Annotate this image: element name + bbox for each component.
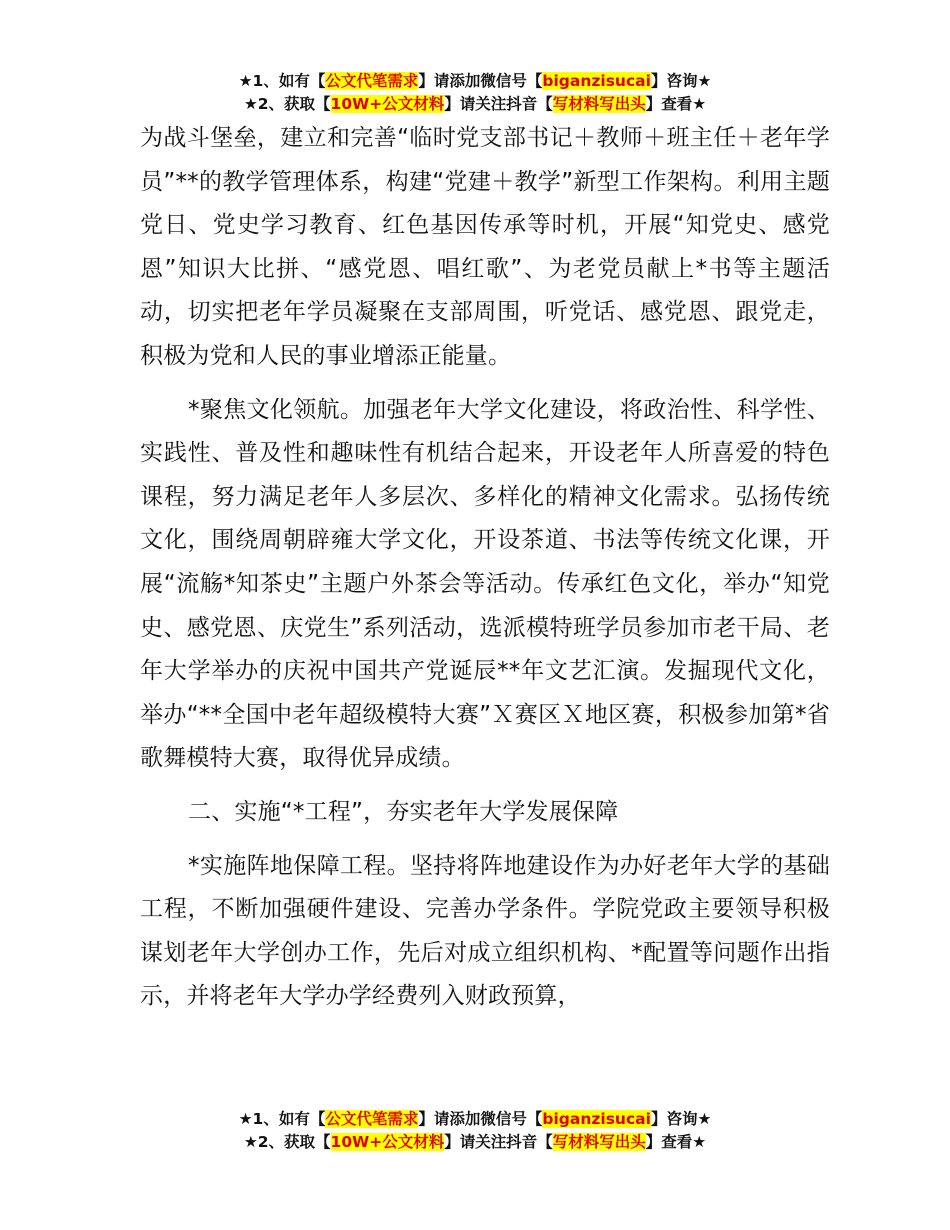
banner-text: 】查看★ [645, 1133, 707, 1151]
paragraph-1: 为战斗堡垒，建立和完善“临时党支部书记＋教师＋班主任＋老年学员”**的教学管理体系，构建“党建＋教学”新型工作架构。利用主题党日、党史学习教育、红色基因传承等时机，开展“知党史、感党恩”知识大比拼、“感党恩、唱红歌”、为老党员献上*书等主题活动，切实把老年学员凝聚在支部周围，听党话、感党恩、跟党走，积极为党和人民的事业增添正能量。 [140, 125, 830, 369]
banner-text: ★2、获取【 [243, 95, 331, 113]
highlight-materials: 10W+公文材料 [330, 95, 445, 113]
banner-line-1 [0, 70, 950, 93]
banner-line-1 [0, 1108, 950, 1131]
banner-text: 】咨询★ [650, 72, 712, 90]
bottom-banner [0, 1108, 950, 1154]
highlight-douyin: 写材料写出头 [552, 1133, 646, 1151]
paragraph-3: *实施阵地保障工程。坚持将阵地建设作为办好老年大学的基础工程，不断加强硬件建设、完善办学条件。学院党政主要领导积极谋划老年大学创办工作，先后对成立组织机构、*配置等问题作出指示，并将老年大学办学经费列入财政预算， [140, 852, 830, 1010]
banner-text: 】请关注抖音【 [444, 1133, 553, 1151]
highlight-service: 公文代笔需求 [325, 72, 419, 90]
banner-text: 】请添加微信号【 [418, 72, 543, 90]
banner-text: ★1、如有【 [238, 1110, 326, 1128]
document-body [140, 117, 830, 1019]
top-banner [0, 70, 950, 116]
banner-line-2 [0, 93, 950, 116]
highlight-service: 公文代笔需求 [325, 1110, 419, 1128]
paragraph-2: *聚焦文化领航。加强老年大学文化建设，将政治性、科学性、实践性、普及性和趣味性有机结合起来，开设老年人所喜爱的特色课程，努力满足老年人多层次、多样化的精神文化需求。弘扬传统文化，围绕周朝辟雍大学文化，开设茶道、书法等传统文化课，开展“流觞*知茶史”主题户外茶会等活动。传承红色文化，举办“知党史、感党恩、庆党生”系列活动，选派模特班学员参加市老干局、老年大学举办的庆祝中国共产党诞辰**年文艺汇演。发掘现代文化，举办“**全国中老年超级模特大赛”Ｘ赛区Ｘ地区赛，积极参加第*省歌舞模特大赛，取得优异成绩。 [140, 396, 830, 772]
banner-text: 】请关注抖音【 [444, 95, 553, 113]
banner-text: 】咨询★ [650, 1110, 712, 1128]
banner-text: ★1、如有【 [238, 72, 326, 90]
banner-text: 】查看★ [645, 95, 707, 113]
highlight-wechat-id: biganzisucai [542, 1110, 651, 1128]
banner-text: 】请添加微信号【 [418, 1110, 543, 1128]
banner-text: ★2、获取【 [243, 1133, 331, 1151]
highlight-wechat-id: biganzisucai [542, 72, 651, 90]
banner-line-2 [0, 1131, 950, 1154]
highlight-douyin: 写材料写出头 [552, 95, 646, 113]
section-heading: 二、实施“*工程”，夯实老年大学发展保障 [188, 798, 619, 825]
highlight-materials: 10W+公文材料 [330, 1133, 445, 1151]
